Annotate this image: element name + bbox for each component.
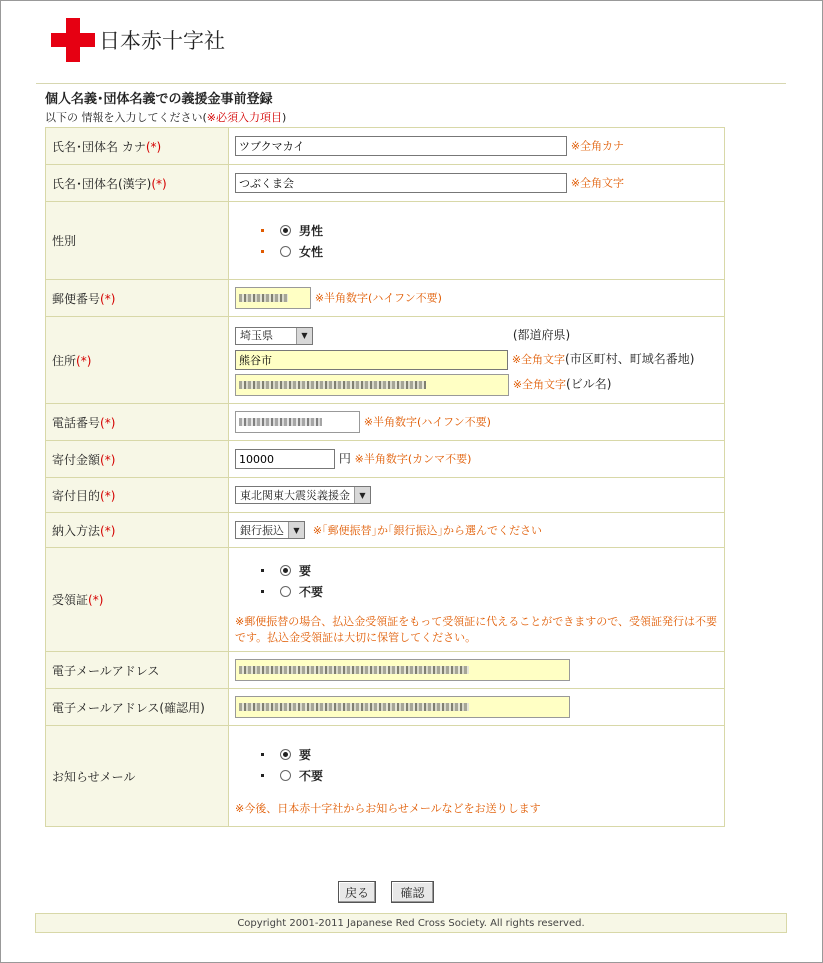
radio-receipt-no[interactable] (280, 586, 291, 597)
radio-female[interactable] (280, 246, 291, 257)
label-payment: 納入方法(*) (46, 513, 229, 548)
label-kana: 氏名･団体名 カナ(*) (46, 128, 229, 165)
kanji-hint: ※全角文字 (570, 176, 625, 190)
footer-copyright: Copyright 2001-2011 Japanese Red Cross Society. All rights reserved. (35, 913, 787, 933)
receipt-options (235, 560, 718, 602)
radio-newsletter-no[interactable] (280, 770, 291, 781)
label-purpose: 寄付目的(*) (46, 478, 229, 513)
row-email-confirm (46, 689, 725, 726)
receipt-option-no[interactable]: 不要 (261, 581, 718, 602)
label-kanji: 氏名･団体名(漢字)(*) (46, 165, 229, 202)
kana-hint: ※全角カナ (570, 139, 625, 153)
city-note: (市区町村、町域名番地) (565, 352, 695, 366)
chevron-down-icon: ▼ (296, 328, 312, 344)
row-amount (46, 441, 725, 478)
label-address: 住所(*) (46, 317, 229, 404)
logo-text: 日本赤十字社 (99, 29, 225, 53)
header-divider (36, 83, 786, 84)
email-input[interactable] (235, 659, 570, 681)
row-gender (46, 202, 725, 280)
label-gender: 性別 (46, 202, 229, 280)
radio-newsletter-yes[interactable] (280, 749, 291, 760)
label-amount: 寄付金額(*) (46, 441, 229, 478)
city-input[interactable] (235, 350, 508, 370)
amount-hint: ※半角数字(カンマ不要) (354, 452, 472, 466)
amount-unit: 円 (338, 451, 351, 466)
label-email-confirm: 電子メールアドレス(確認用) (46, 689, 229, 726)
logo[interactable] (51, 18, 225, 62)
red-cross-icon (51, 18, 95, 62)
postal-input[interactable] (235, 287, 311, 309)
chevron-down-icon: ▼ (288, 522, 304, 538)
kanji-input[interactable] (235, 173, 567, 193)
phone-input[interactable] (235, 411, 360, 433)
chevron-down-icon: ▼ (354, 487, 370, 503)
label-newsletter: お知らせメール (46, 726, 229, 827)
newsletter-option-yes[interactable]: 要 (261, 744, 718, 765)
row-newsletter (46, 726, 725, 827)
email-confirm-input[interactable] (235, 696, 570, 718)
prefecture-note: (都道府県) (512, 328, 571, 342)
building-input[interactable] (235, 374, 509, 396)
payment-select[interactable]: 銀行振込 ▼ (235, 521, 305, 539)
row-phone (46, 404, 725, 441)
prefecture-select[interactable]: 埼玉県 ▼ (235, 327, 313, 345)
newsletter-note: ※今後、日本赤十字社からお知らせメールなどをお送りします (235, 802, 541, 815)
label-receipt: 受領証(*) (46, 548, 229, 652)
gender-option-male[interactable]: 男性 (261, 220, 718, 241)
receipt-note: ※郵便振替の場合、払込金受領証をもって受領証に代えることができますので、受領証発行は不要です。払込金受領証は大切に保管してください。 (235, 614, 717, 644)
newsletter-options (235, 744, 718, 786)
city-hint: ※全角文字 (511, 353, 566, 366)
row-kana (46, 128, 725, 165)
gender-option-female[interactable]: 女性 (261, 241, 718, 262)
kana-input[interactable] (235, 136, 567, 156)
building-hint: ※全角文字 (512, 378, 567, 391)
confirm-button[interactable]: 確認 (391, 881, 434, 903)
label-postal: 郵便番号(*) (46, 280, 229, 317)
row-address (46, 317, 725, 404)
registration-form (45, 127, 725, 827)
row-payment (46, 513, 725, 548)
receipt-option-yes[interactable]: 要 (261, 560, 718, 581)
payment-hint: ※｢郵便振替｣か｢銀行振込｣から選んでください (312, 523, 543, 537)
instruction-text: 以下の 情報を入力してください(※必須入力項目) (45, 111, 287, 124)
gender-options (261, 220, 718, 262)
building-note: (ビル名) (566, 377, 612, 391)
label-email: 電子メールアドレス (46, 652, 229, 689)
newsletter-option-no[interactable]: 不要 (261, 765, 718, 786)
back-button[interactable]: 戻る (338, 881, 376, 903)
row-postal (46, 280, 725, 317)
row-email (46, 652, 725, 689)
row-receipt (46, 548, 725, 652)
purpose-select[interactable]: 東北関東大震災義援金 ▼ (235, 486, 371, 504)
label-phone: 電話番号(*) (46, 404, 229, 441)
page-title: 個人名義･団体名義での義援金事前登録 (45, 92, 273, 107)
radio-male[interactable] (280, 225, 291, 236)
row-purpose (46, 478, 725, 513)
radio-receipt-yes[interactable] (280, 565, 291, 576)
row-kanji (46, 165, 725, 202)
amount-input[interactable] (235, 449, 335, 469)
phone-hint: ※半角数字(ハイフン不要) (363, 415, 491, 429)
postal-hint: ※半角数字(ハイフン不要) (314, 291, 442, 305)
